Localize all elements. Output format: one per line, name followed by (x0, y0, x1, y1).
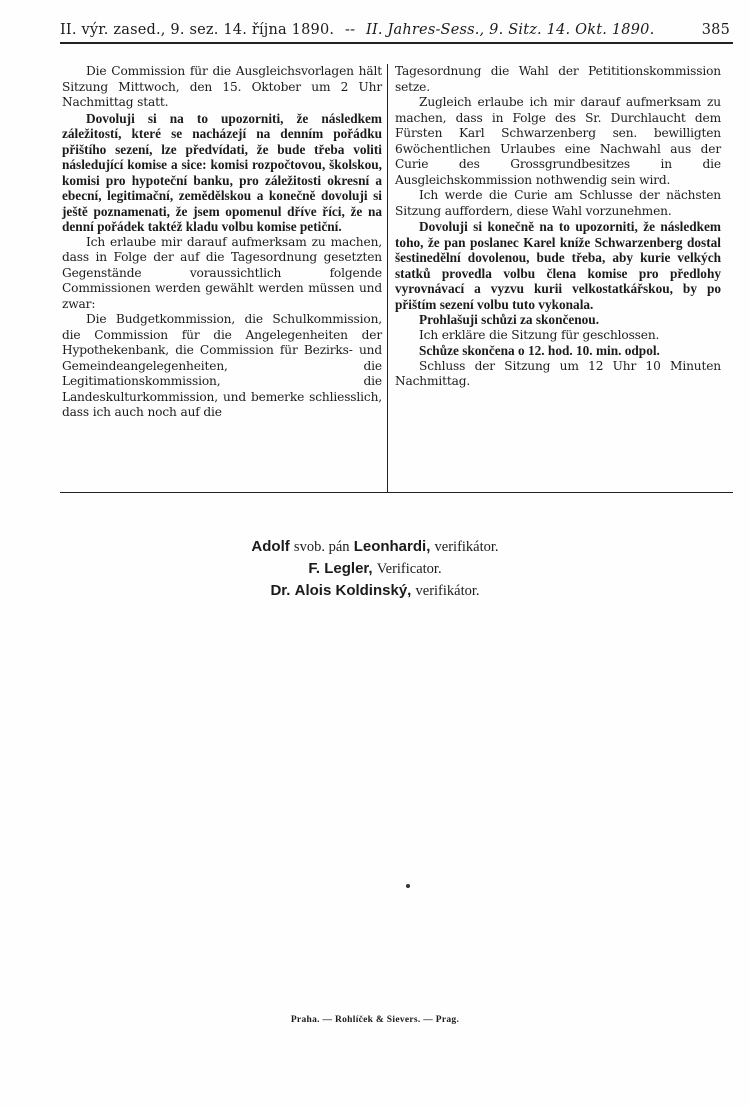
header-rule (60, 42, 733, 44)
signature-last-name: Leonhardi, (353, 538, 431, 555)
header-czech: II. výr. zased., 9. sez. 14. října 1890. (60, 22, 335, 38)
signature-role: verifikátor. (415, 583, 480, 599)
page-number: 385 (701, 22, 730, 38)
ink-dot (406, 884, 410, 888)
column-divider (387, 64, 388, 492)
signature-first-name: Dr. (270, 582, 291, 599)
printer-imprint: Praha. — Rohlíček & Sievers. — Prag. (290, 1015, 460, 1025)
paragraph-de: Ich werde die Curie am Schlusse der nächsten Sitzung auffordern, diese Wahl vorzunehmen. (395, 188, 721, 218)
paragraph-de: Ich erlaube mir darauf aufmerksam zu machen, dass in Folge der auf die Tagesordnung gesetzten Gegenstände voraussichtlich folgende Commissionen werden gewählt werden müssen und zwar: (62, 234, 382, 311)
paragraph-cz: Schůze skončena o 12. hod. 10. min. odpol. (419, 343, 660, 358)
header-separator: -- (345, 22, 356, 38)
signature-line (0, 558, 750, 580)
left-column (62, 64, 382, 421)
paragraph-de: Die Budgetkommission, die Schulkommission, die Commission für die Angelegenheiten der Hypothekenbank, die Commission für Bezirks- und Gemeindeangelegenheiten, die Legitimationskommission, die Landeskulturkommission, und bemerke schliesslich, dass ich auch noch auf die (62, 312, 382, 419)
paragraph-cz: Dovoluji si konečně na to upozorniti, že následkem toho, že pan poslanec Karel kníže Schwarzenberg dostal šestinedělní dovolenou, bude třeba, aby kurie velkých statků provedla volbu člena komise pro předlohy vyrovnávací a vyzvu kurii velkostatkářskou, by po přištím sezení volbu tuto vykonala. (395, 219, 721, 312)
signature-last-name: Alois Koldinský, (294, 582, 412, 599)
header-german: II. Jahres-Sess., 9. Sitz. 14. Okt. 1890. (366, 22, 655, 38)
paragraph-de: Die Commission für die Ausgleichsvorlagen hält Sitzung Mittwoch, den 15. Oktober um 2 Uhr Nachmittag statt. (62, 64, 382, 109)
signature-first-name: F. (308, 560, 321, 577)
signature-role: Verificator. (376, 561, 442, 577)
paragraph-cz: Dovoluji si na to upozorniti, že následkem záležitostí, které se nacházejí na denním pořádku přištího sezení, lze předvídati, že bude třeba voliti následující komise a sice: komisi rozpočtovou, školskou, komisi pro hypoteční banku, pro záležitosti okresní a ebecní, legitimační, zemědělskou a konečně dovoluji si ještě poznamenati, že jsem opomenul dříve říci, že na denní pořádek taktéž kladu volbu komise petiční. (62, 110, 382, 234)
right-column (395, 64, 721, 390)
paragraph-de: Zugleich erlaube ich mir darauf aufmerksam zu machen, dass in Folge des Sr. Durchlaucht dem Fürsten Karl Schwarzenberg sen. bewilligten 6wöchentlichen Urlaubes eine Nachwahl aus der Curie des Grossgrundbesitzes in die Ausgleichskommission nothwendig sein wird. (395, 95, 721, 187)
paragraph-cz: Prohlašuji schůzi za skončenou. (419, 312, 600, 327)
signature-first-name: Adolf (251, 538, 290, 555)
paragraph-de: Tagesordnung die Wahl der Petititionskommission setze. (395, 64, 721, 94)
signature-line (0, 580, 750, 602)
signature-role: verifikátor. (434, 539, 499, 555)
paragraph-de: Ich erkläre die Sitzung für geschlossen. (419, 327, 660, 342)
paragraph-de: Schluss der Sitzung um 12 Uhr 10 Minuten Nachmittag. (395, 358, 721, 388)
signatures-block (0, 536, 750, 602)
running-header (60, 22, 730, 38)
signature-line (0, 536, 750, 558)
signature-last-name: Legler, (324, 560, 373, 577)
body-end-rule (60, 492, 733, 493)
signature-title: svob. pán (293, 539, 350, 555)
